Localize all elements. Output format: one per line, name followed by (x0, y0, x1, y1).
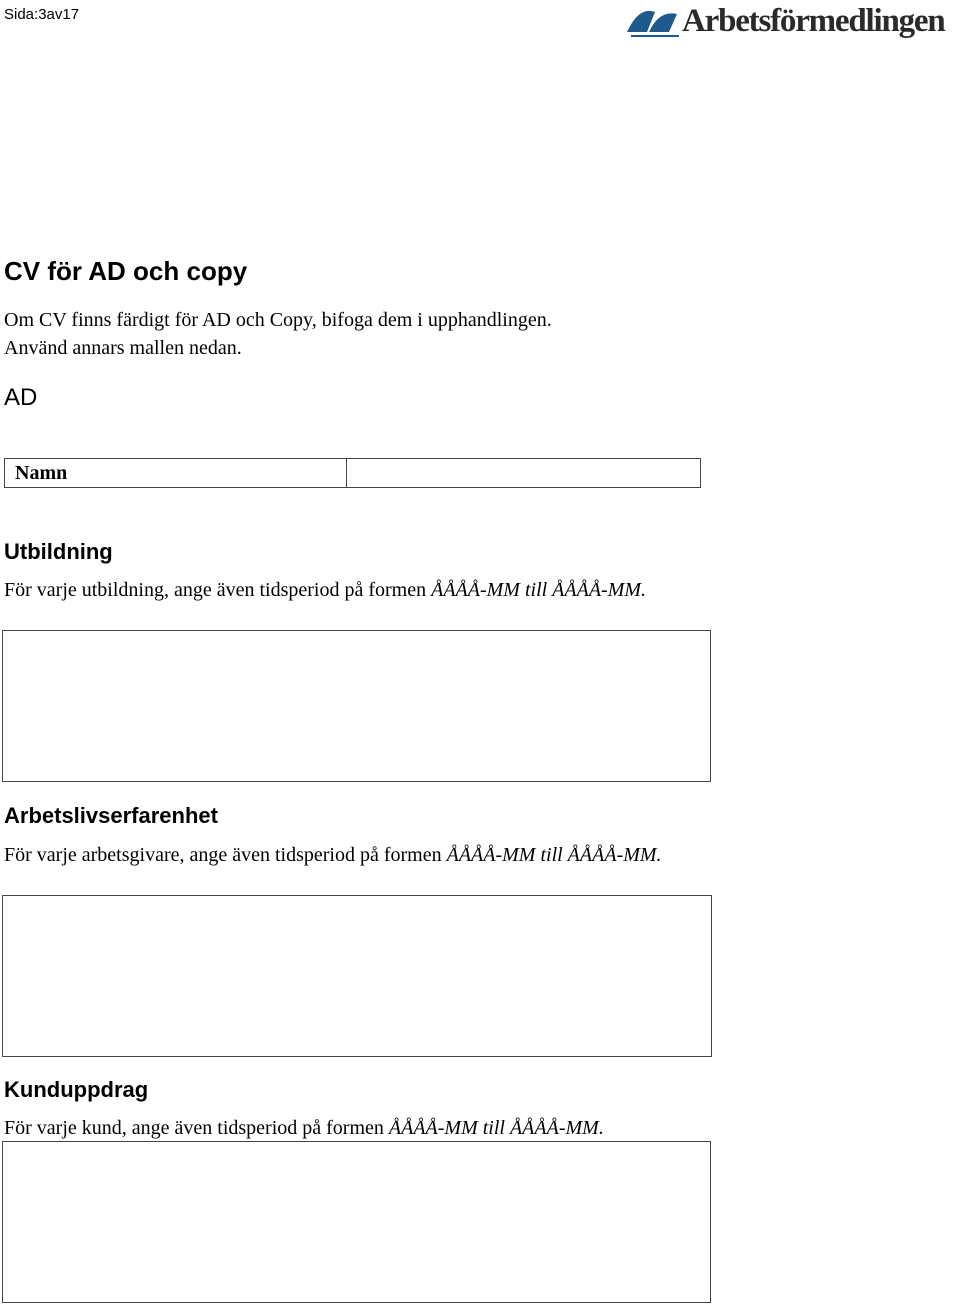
name-label: Namn (5, 459, 347, 488)
education-instruction (4, 576, 684, 604)
assignments-instruction-period: . (598, 1117, 604, 1139)
assignments-date-format: ÅÅÅÅ-MM till ÅÅÅÅ-MM (388, 1117, 599, 1139)
education-instruction-period: . (641, 579, 647, 601)
experience-instruction-text: För varje arbetsgivare, ange även tidsperiod på formen (4, 844, 447, 866)
experience-field[interactable] (2, 895, 712, 1057)
page-title: CV för AD och copy (4, 256, 248, 286)
section-heading-assignments: Kunduppdrag (4, 1077, 149, 1102)
section-heading-ad: AD (4, 384, 38, 411)
page-number: Sida:3av17 (4, 6, 80, 23)
section-heading-experience: Arbetslivserfarenhet (4, 803, 218, 828)
intro-text (4, 306, 552, 362)
assignments-instruction-text: För varje kund, ange även tidsperiod på formen (4, 1117, 389, 1139)
assignments-field[interactable] (2, 1141, 711, 1303)
section-heading-education: Utbildning (4, 539, 113, 564)
intro-line-1: Om CV finns färdigt för AD och Copy, bifoga dem i upphandlingen. (4, 309, 552, 331)
education-instruction-text: För varje utbildning, ange även tidsperiod på formen (4, 579, 432, 601)
name-field[interactable] (347, 459, 701, 488)
assignments-instruction (4, 1114, 764, 1142)
experience-instruction (4, 841, 704, 869)
experience-instruction-period: . (656, 844, 662, 866)
experience-date-format: ÅÅÅÅ-MM till ÅÅÅÅ-MM (446, 844, 657, 866)
education-field[interactable] (2, 630, 711, 782)
logo-wordmark: Arbetsförmedlingen (682, 3, 945, 39)
name-table (4, 458, 701, 488)
intro-line-2: Använd annars mallen nedan. (4, 337, 242, 359)
education-date-format: ÅÅÅÅ-MM till ÅÅÅÅ-MM (431, 579, 642, 601)
logo-mark-icon (625, 2, 685, 42)
